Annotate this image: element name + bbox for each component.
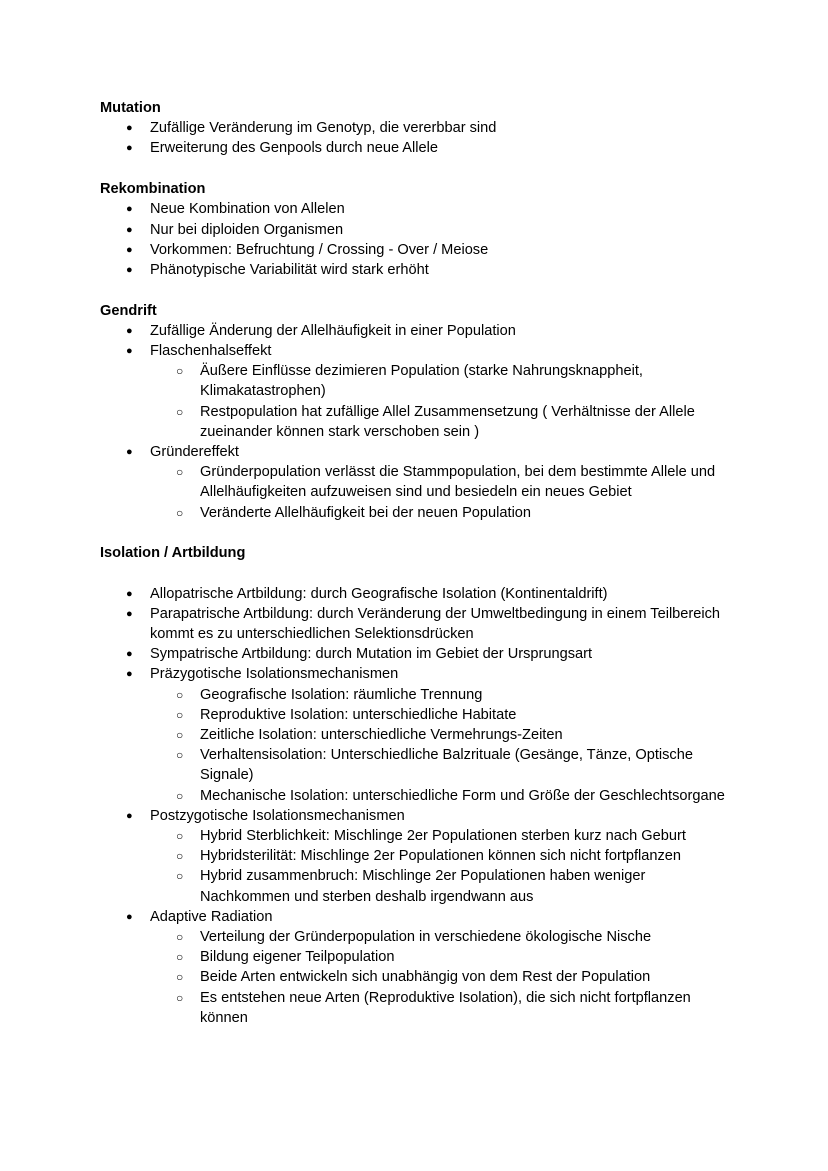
circle-bullet-icon: ○ [176,465,184,480]
bullet-icon: ● [126,263,133,276]
bullet-icon: ● [126,910,133,923]
bullet-icon: ● [126,648,133,661]
sub-list-item: ○ Beide Arten entwickeln sich unabhängig von dem Rest der Population [100,967,730,987]
sub-list [150,462,730,523]
bullet-icon: ● [126,223,133,236]
list-item: ● Präzygotische Isolationsmechanismen ○ Geografische Isolation: räumliche Trennung ○ Reproduktive Isolation: unterschiedliche Habitate ○ Zeitliche Isolation: unterschiedliche Vermehrungs-Zeiten ○ Verhaltensisolation: Unterschiedliche Balzrituale (Gesänge, Tänze, Optische Signale) ○ Mechanische Isolation: unterschiedliche Form und Größe der Geschlechtsorgane [100,664,730,805]
bullet-icon: ● [126,142,133,155]
bullet-icon: ● [126,668,133,681]
circle-bullet-icon: ○ [176,930,184,945]
bullet-list [100,584,730,1028]
list-item: ● Zufällige Änderung der Allelhäufigkeit in einer Population [100,321,730,341]
list-item: ● Vorkommen: Befruchtung / Crossing - Over / Meiose [100,240,730,260]
circle-bullet-icon: ○ [176,849,184,864]
sub-list-item: ○ Hybrid Sterblichkeit: Mischlinge 2er Populationen sterben kurz nach Geburt [100,826,730,846]
sub-list-item: ○ Äußere Einflüsse dezimieren Population (starke Nahrungsknappheit, Klimakatastrophen) [176,363,643,400]
circle-bullet-icon: ○ [176,829,184,843]
bullet-icon: ● [126,587,133,600]
circle-bullet-icon: ○ [176,950,184,965]
list-item: ● Flaschenhalseffekt ○ Äußere Einflüsse dezimieren Population (starke Nahrungsknappheit, Klimakatastrophen) ○ Restpopulation hat zufällige Allel Zusammensetzung ( Verhältnisse der Allele zueinander können stark verschoben sein ) [100,341,730,442]
list-item: ● Nur bei diploiden Organismen [100,220,730,240]
sub-list-item: ○ Hybrid zusammenbruch: Mischlinge 2er Populationen haben weniger Nachkommen und sterben deshalb irgendwann aus [176,868,646,905]
sub-list-item: ○ Veränderte Allelhäufigkeit bei der neuen Population [100,503,730,523]
bullet-icon: ● [126,809,133,822]
bullet-icon: ● [126,446,133,459]
bullet-list [100,199,730,280]
sub-list-item: ○ Bildung eigener Teilpopulation [100,947,730,967]
circle-bullet-icon: ○ [176,748,184,763]
section-heading: Isolation / Artbildung [100,545,246,562]
sub-list-item: ○ Verhaltensisolation: Unterschiedliche Balzrituale (Gesänge, Tänze, Optische Signale) [176,747,693,784]
list-item: ● Parapatrische Artbildung: durch Veränderung der Umweltbedingung in einem Teilbereich kommt es zu unterschiedlichen Selektionsdrücken [126,605,721,642]
bullet-icon: ● [126,243,133,256]
bullet-icon: ● [126,345,133,358]
sub-list-item: ○ Mechanische Isolation: unterschiedliche Form und Größe der Geschlechtsorgane [100,786,730,806]
bullet-icon: ● [126,122,133,135]
bullet-icon: ● [126,324,133,337]
sub-list [150,685,730,806]
list-item: ● Phänotypische Variabilität wird stark erhöht [100,260,730,280]
section-rekombination [100,179,730,280]
sub-list-item: ○ Geografische Isolation: räumliche Trennung [100,685,730,705]
sub-list-item: ○ Es entstehen neue Arten (Reproduktive Isolation), die sich nicht fortpflanzen können [176,989,691,1026]
list-item: ● Neue Kombination von Allelen [100,199,730,219]
circle-bullet-icon: ○ [176,505,184,520]
sub-list-item: ○ Verteilung der Gründerpopulation in verschiedene ökologische Nische [100,927,730,947]
sub-list-item: ○ Restpopulation hat zufällige Allel Zusammensetzung ( Verhältnisse der Allele zueinander können stark verschoben sein ) [176,403,695,440]
list-item: ● Erweiterung des Genpools durch neue Allele [100,138,730,158]
bullet-icon: ● [126,607,133,620]
circle-bullet-icon: ○ [176,869,184,884]
bullet-icon: ● [126,203,133,216]
circle-bullet-icon: ○ [176,707,184,722]
circle-bullet-icon: ○ [176,970,184,985]
list-item: ● Allopatrische Artbildung: durch Geografische Isolation (Kontinentaldrift) [100,584,730,604]
circle-bullet-icon: ○ [176,364,184,379]
sub-list-item: ○ Zeitliche Isolation: unterschiedliche Vermehrungs-Zeiten [100,725,730,745]
section-isolation [100,543,730,1028]
sub-list [150,826,730,907]
circle-bullet-icon: ○ [176,727,184,742]
bullet-list [100,321,730,523]
sub-list-item: ○ Gründerpopulation verlässt die Stammpopulation, bei dem bestimmte Allele und Allelhäufigkeiten aufzuweisen sind und besiedeln ein neues Gebiet [176,464,716,501]
section-gendrift [100,301,730,523]
circle-bullet-icon: ○ [176,687,184,702]
circle-bullet-icon: ○ [176,788,184,803]
list-item: ● Zufällige Veränderung im Genotyp, die vererbbar sind [100,118,730,138]
list-item: ● Postzygotische Isolationsmechanismen ○ Hybrid Sterblichkeit: Mischlinge 2er Populationen sterben kurz nach Geburt ○ Hybridsterilität: Mischlinge 2er Populationen können sich nicht fortpflanzen ○ Hybrid zusammenbruch: Mischlinge 2er Populationen haben weniger Nachkommen und sterben deshalb irgendwann aus [100,806,730,907]
section-heading: Mutation [100,100,161,116]
circle-bullet-icon: ○ [176,990,184,1005]
bullet-list [100,118,730,158]
document-content [100,98,730,1028]
section-heading: Gendrift [100,302,157,319]
circle-bullet-icon: ○ [176,404,184,419]
sub-list-item: ○ Hybridsterilität: Mischlinge 2er Populationen können sich nicht fortpflanzen [100,846,730,866]
section-heading: Rekombination [100,181,206,198]
sub-list-item: ○ Reproduktive Isolation: unterschiedliche Habitate [100,705,730,725]
list-item: ● Sympatrische Artbildung: durch Mutation im Gebiet der Ursprungsart [100,644,730,664]
list-item: ● Adaptive Radiation ○ Verteilung der Gründerpopulation in verschiedene ökologische Nische ○ Bildung eigener Teilpopulation ○ Beide Arten entwickeln sich unabhängig von dem Rest der Population ○ Es entstehen neue Arten (Reproduktive Isolation), die sich nicht fortpflanzen können [100,907,730,1028]
sub-list [150,361,730,442]
sub-list [150,927,730,1028]
list-item: ● Gründereffekt ○ Gründerpopulation verlässt die Stammpopulation, bei dem bestimmte Allele und Allelhäufigkeiten aufzuweisen sind und besiedeln ein neues Gebiet ○ Veränderte Allelhäufigkeit bei der neuen Population [100,442,730,523]
section-mutation [100,98,730,159]
